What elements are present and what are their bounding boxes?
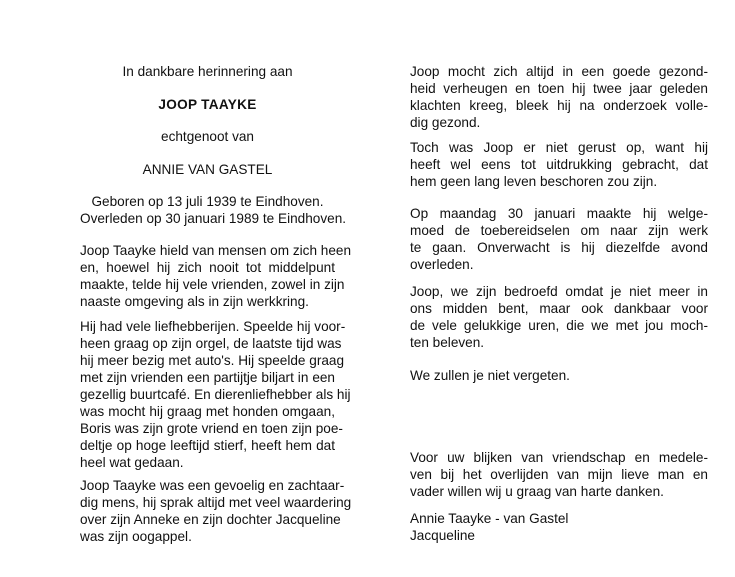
signature [410, 510, 708, 544]
spouse-intro: echtgenoot van [161, 129, 254, 144]
thanks-paragraph: Voor uw blijken van vriendschap en medele- ven bij het overlijden van mijn lieve man en vader willen wij u graag van harte danken. [410, 450, 708, 499]
left-paragraph-3: Joop Taayke was een gevoelig en zachtaar- dig mens, hij sprak altijd met veel waardering over zijn Anneke en zijn dochter Jacqueline was zijn oogappel. [80, 478, 352, 544]
right-paragraph-5: We zullen je niet vergeten. [410, 368, 570, 383]
right-paragraph-2: Toch was Joop er niet gerust op, want hij heeft wel eens tot uitdrukking gebracht, dat hem geen lang leven beschoren zou zijn. [410, 140, 708, 189]
birth-line: Geboren op 13 juli 1939 te Eindhoven. [91, 194, 324, 209]
left-paragraph-2: Hij had vele liefhebberijen. Speelde hij voor- heen graag op zijn orgel, de laatste tijd was hij meer bezig met auto's. Hij speelde graag met zijn vrienden een partijtje biljart in een gezellig buurtcafé. En dierenliefhebber als hij was mocht hij graag met honden omgaan, Boris was zijn grote vriend en toen zijn poe- deltje op hoge leeftijd stierf, heeft hem dat heel wat gedaan. [80, 319, 351, 470]
death-line: Overleden op 30 januari 1989 te Eindhoven. [80, 211, 347, 226]
right-paragraph-3: Op maandag 30 januari maakte hij welge- moed de toebereidselen om naar zijn werk te gaan. Onverwacht is hij diezelfde avond overleden. [410, 206, 708, 272]
left-column [80, 0, 352, 577]
signature-line-2: Jacqueline [410, 528, 475, 543]
left-paragraph-1: Joop Taayke hield van mensen om zich heen en, hoewel hij zich nooit tot middelpunt maakte, telde hij vele vrienden, zowel in zijn naaste omgeving als in zijn werkkring. [80, 243, 352, 309]
deceased-name: JOOP TAAYKE [158, 97, 257, 112]
heading: In dankbare herinnering aan [122, 64, 293, 79]
right-paragraph-4: Joop, we zijn bedroefd omdat je niet meer in ons midden bent, maar ook dankbaar voor de vele gelukkige uren, die we met jou moch- ten beleven. [410, 284, 708, 350]
spouse-name: ANNIE VAN GASTEL [142, 162, 273, 177]
signature-line-1: Annie Taayke - van Gastel [410, 511, 569, 526]
right-paragraph-1: Joop mocht zich altijd in een goede gezond- heid verheugen en toen hij twee jaar geleden klachten kreeg, bleek hij na onderzoek volle- dig gezond. [410, 64, 708, 130]
right-column [410, 0, 708, 577]
